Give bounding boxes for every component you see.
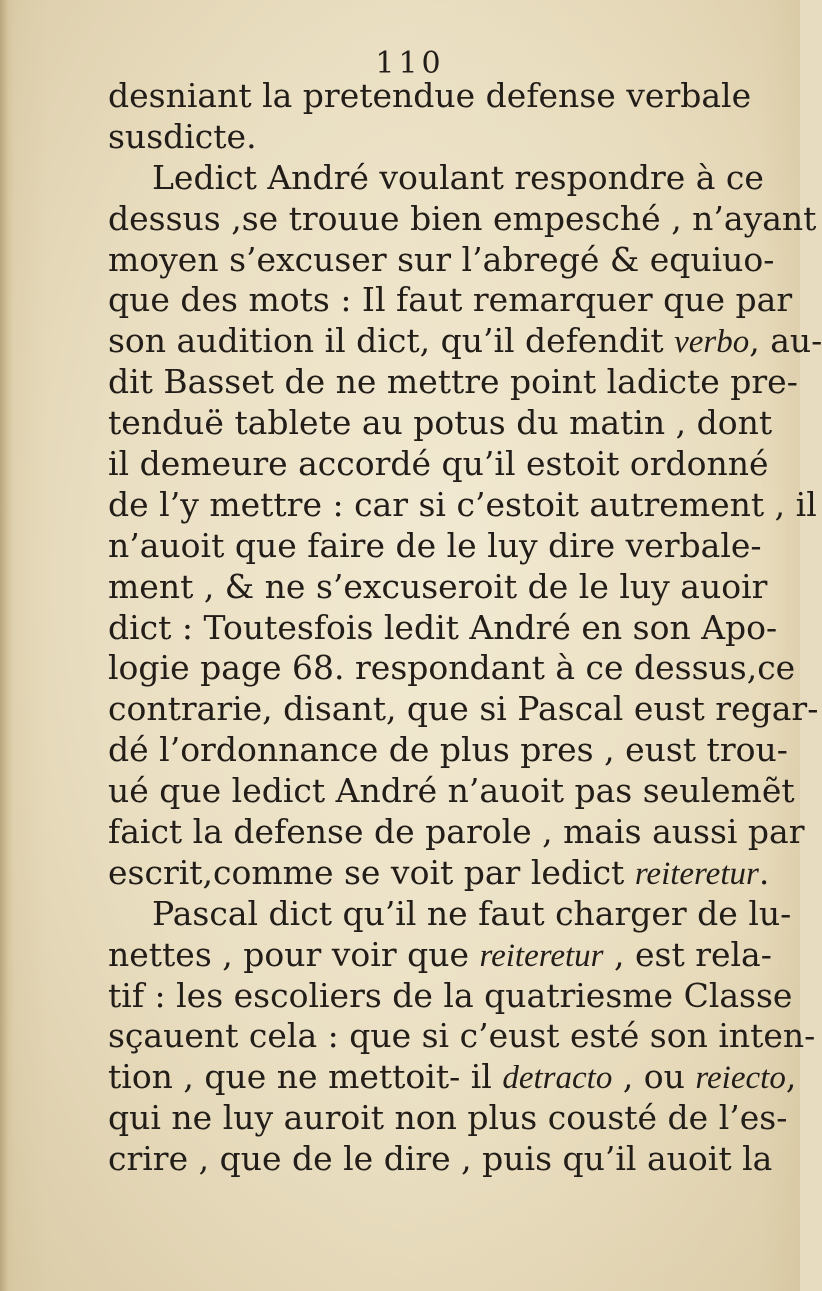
text-line: contrarie, disant, que si Pascal eust regar- bbox=[108, 689, 819, 729]
text-line: tif : les escoliers de la quatriesme Classe bbox=[108, 975, 793, 1015]
text-line: moyen s’excuser sur l’abregé & equiuo- bbox=[108, 239, 775, 279]
text-line: sçauent cela : que si c’eust esté son inten- bbox=[108, 1016, 816, 1056]
text-line: dessus ,se trouue bien empesché , n’ayant bbox=[108, 198, 817, 238]
text-line: crire , que de le dire , puis qu’il auoit la bbox=[108, 1139, 773, 1179]
text-line: Ledict André voulant respondre à ce bbox=[152, 157, 764, 197]
text-line: n’auoit que faire de le luy dire verbale- bbox=[108, 525, 762, 565]
text-line: susdicte. bbox=[108, 116, 257, 156]
text-line: tion , que ne mettoit- il detracto , ou reiecto, bbox=[108, 1057, 797, 1097]
text-line: il demeure accordé qu’il estoit ordonné bbox=[108, 444, 769, 484]
page-gutter-shadow bbox=[0, 0, 14, 1291]
text-line: son audition il dict, qu’il defendit verbo, au- bbox=[108, 321, 822, 361]
text-line: que des mots : Il faut remarquer que par bbox=[108, 280, 793, 320]
text-line: escrit,comme se voit par ledict reiteretur. bbox=[108, 852, 770, 892]
body-text bbox=[108, 76, 822, 1180]
text-line: de l’y mettre : car si c’estoit autrement , il bbox=[108, 484, 817, 524]
text-line: faict la defense de parole , mais aussi par bbox=[108, 812, 805, 852]
text-line: Pascal dict qu’il ne faut charger de lu- bbox=[152, 893, 792, 933]
page-number: 110 bbox=[375, 46, 445, 81]
text-line: dé l’ordonnance de plus pres , eust trou- bbox=[108, 730, 788, 770]
text-line: logie page 68. respondant à ce dessus,ce bbox=[108, 648, 796, 688]
text-line: ué que ledict André n’auoit pas seulemẽt bbox=[108, 771, 795, 811]
text-line: dict : Toutesfois ledit André en son Apo- bbox=[108, 607, 778, 647]
text-line: qui ne luy auroit non plus cousté de l’es- bbox=[108, 1098, 788, 1138]
text-line: nettes , pour voir que reiteretur , est rela- bbox=[108, 934, 772, 974]
text-line: tenduë tablete au potus du matin , dont bbox=[108, 403, 773, 443]
text-line: desniant la pretendue defense verbale bbox=[108, 76, 752, 115]
text-line: dit Basset de ne mettre point ladicte pre- bbox=[108, 362, 798, 402]
text-line: ment , & ne s’excuseroit de le luy auoir bbox=[108, 566, 768, 606]
